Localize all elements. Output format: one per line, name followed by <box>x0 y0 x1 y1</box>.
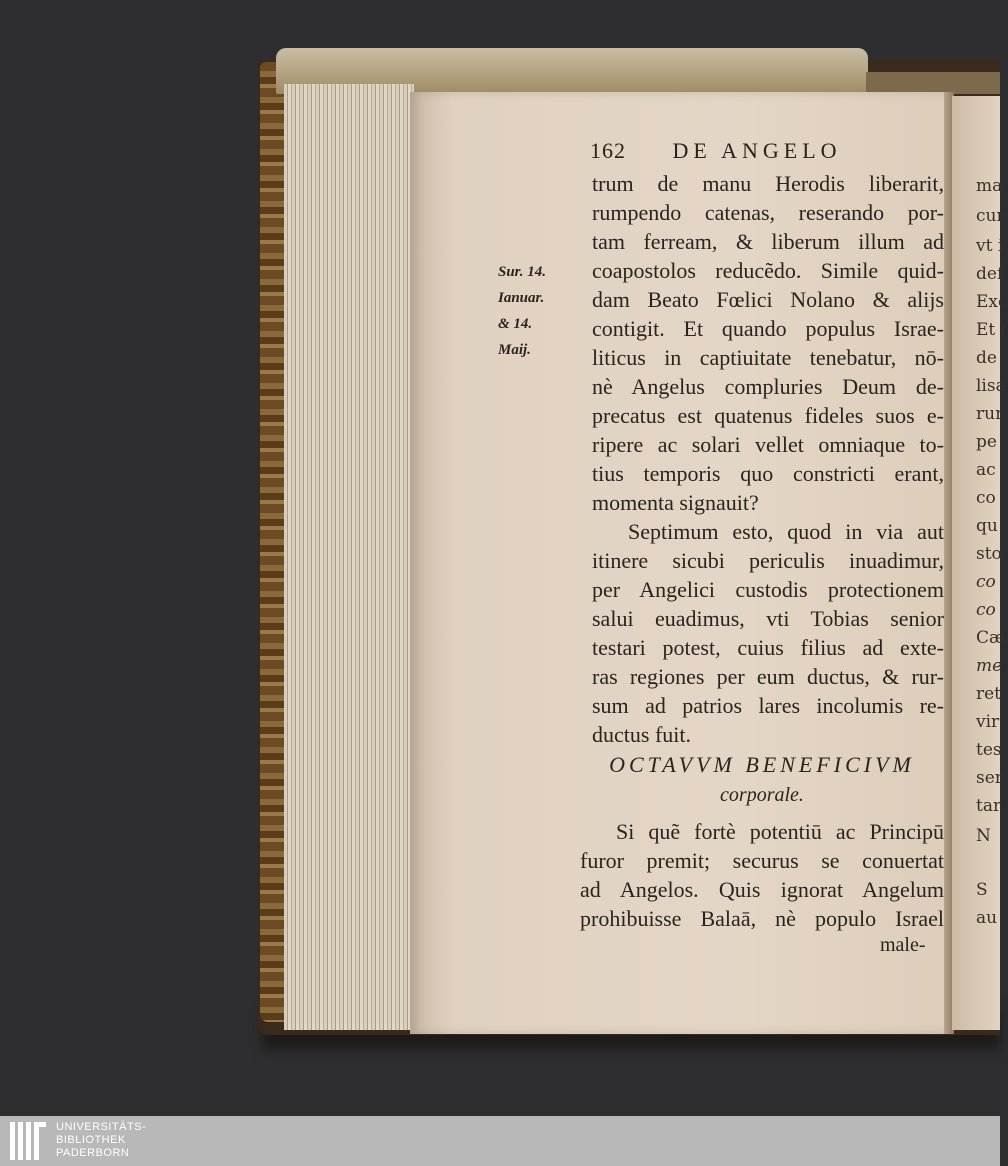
next-page-fragment: co <box>976 600 996 620</box>
next-page-fragment: qu <box>976 516 998 536</box>
margin-note: Sur. 14. <box>498 264 546 280</box>
library-logo-icon <box>10 1122 46 1160</box>
next-page-fragment: cur <box>976 206 1005 226</box>
text-line: trum de manu Herodis liberarit, <box>592 171 944 196</box>
text-line: Septimum esto, quod in via aut <box>628 519 944 544</box>
text-line: contigit. Et quando populus Israe- <box>592 316 944 341</box>
catchword: male- <box>880 934 926 956</box>
next-page-fragment: vt i <box>976 236 1004 256</box>
text-line: testari potest, cuius filius ad exte- <box>592 635 944 660</box>
text-line: itinere sicubi periculis inuadimur, <box>592 548 944 573</box>
text-line: ras regiones per eum ductus, & rur- <box>592 664 944 689</box>
next-page-fragment: tes <box>976 740 1002 760</box>
book-headband-right <box>866 72 1000 94</box>
next-page-fragment: Cæ <box>976 628 1005 648</box>
next-page-fragment: co <box>976 488 996 508</box>
text-line: rumpendo catenas, reserando por- <box>592 200 944 225</box>
text-line: ductus fuit. <box>592 722 691 747</box>
next-page-fragment: co <box>976 572 996 592</box>
text-line: Si quẽ fortè potentiū ac Principū <box>616 819 944 844</box>
text-line: tam ferream, & liberum illum ad <box>592 229 944 254</box>
text-line: per Angelici custodis protectionem <box>592 577 944 602</box>
next-page-fragment: def <box>976 264 1004 284</box>
running-header <box>590 138 842 164</box>
library-name-line: PADERBORN <box>56 1147 130 1159</box>
next-page-fragment: lisa <box>976 376 1006 396</box>
section-subheading: corporale. <box>720 784 804 806</box>
next-page-fragment: ser <box>976 768 1003 788</box>
section-heading: OCTAVVM BENEFICIVM <box>609 752 915 777</box>
library-name <box>56 1121 146 1160</box>
margin-note: Ianuar. <box>498 290 545 306</box>
next-page-fragment: ma <box>976 176 1003 196</box>
next-page-fragment: sto <box>976 544 1002 564</box>
next-page-fragment: tar <box>976 796 1002 816</box>
next-page-fragment: Exc <box>976 292 1008 312</box>
next-page-fragment: Et f <box>976 320 1007 340</box>
next-page-fragment: ac <box>976 460 996 480</box>
text-line: ripere ac solari vellet omniaque to- <box>592 432 944 457</box>
next-page-fragment: pe <box>976 432 997 452</box>
text-line: nè Angelus compluries Deum de- <box>592 374 944 399</box>
text-line: salui euadimus, vti Tobias senior <box>592 606 944 631</box>
next-page-fragment: vir <box>976 712 1000 732</box>
library-name-line: BIBLIOTHEK <box>56 1134 126 1146</box>
text-line: coapostolos reducẽdo. Simile quid- <box>592 258 944 283</box>
next-page-edge <box>952 96 1008 1030</box>
text-line: sum ad patrios lares incolumis re- <box>592 693 944 718</box>
text-line: liticus in captiuitate tenebatur, nō- <box>592 345 944 370</box>
text-line: ad Angelos. Quis ignorat Angelum <box>580 877 944 902</box>
next-page-fragment: N <box>976 826 991 846</box>
next-page-fragment: rur <box>976 404 1004 424</box>
page-block <box>284 84 414 1030</box>
margin-note: Maij. <box>498 342 531 358</box>
text-line: dam Beato Fœlici Nolano & alijs <box>592 287 944 312</box>
text-line: prohibuisse Balaā, nè populo Israel <box>580 906 944 931</box>
text-line: furor premit; securus se conuertat <box>580 848 944 873</box>
library-footer <box>0 1116 1000 1166</box>
page-number: 162 <box>590 138 626 163</box>
library-name-line: UNIVERSITÄTS- <box>56 1121 147 1133</box>
text-line: momenta signauit? <box>592 490 759 515</box>
next-page-fragment: S <box>976 880 988 900</box>
next-page-fragment: me <box>976 656 1003 676</box>
running-title: DE ANGELO <box>672 138 842 163</box>
next-page-fragment: au <box>976 908 998 928</box>
next-page-fragment: de <box>976 348 997 368</box>
next-page-fragment: ret <box>976 684 1002 704</box>
text-line: tius temporis quo constricti erant, <box>592 461 944 486</box>
margin-note: & 14. <box>498 316 533 332</box>
text-line: precatus est quatenus fideles suos e- <box>592 403 944 428</box>
